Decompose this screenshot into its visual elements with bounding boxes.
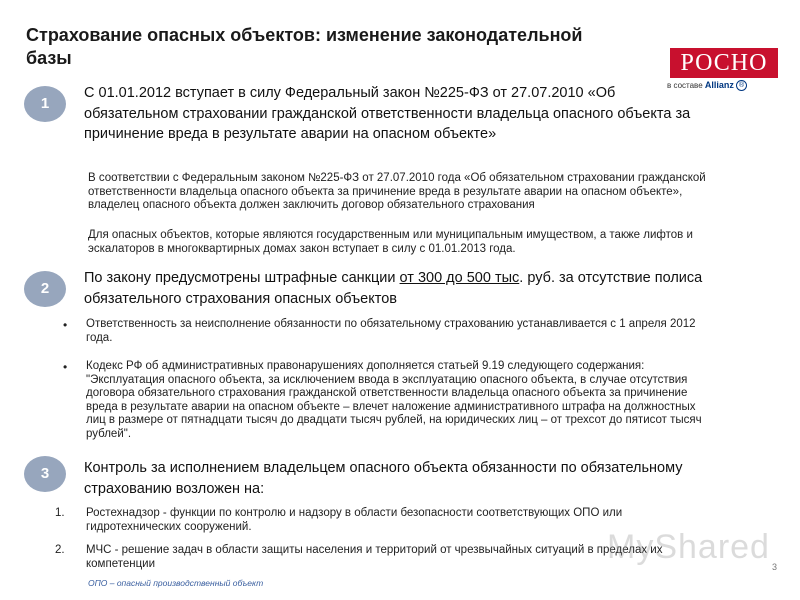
page-number: 3 xyxy=(772,562,778,572)
section-1-badge: 1 xyxy=(24,86,66,122)
fine-range: от 300 до 500 тыс xyxy=(399,270,520,286)
section-2-bullet-2: Кодекс РФ об административных правонарушениях дополняется статьей 9.19 следующего содержания: "Эксплуатация опасного объекта, за исключением ввода в эксплуатацию опасного объекта, в случае отсутствия договора обязательного страхования гражданской ответственности владельца опасного объекта за причинение вреда в результате аварии на опасном объекте – влечет наложение административного штрафа на должностных лиц в размере от пятнадцати тысяч до двадцати тысяч рублей, на юридических лиц – от трехсот до пятисот тысяч рублей". xyxy=(86,360,702,440)
list-item-rostekhnadzor: Ростехнадзор - функции по контролю и надзору в области безопасности соответствующих ОПО или гидротехнических сооружений. xyxy=(86,507,623,533)
rosno-logo: РОСНО xyxy=(670,48,778,78)
section-2-bullet-1: Ответственность за неисполнение обязанности по обязательному страхованию устанавливается с 1 апреля 2012 года. xyxy=(86,318,696,344)
footnote: ОПО – опасный производственный объект xyxy=(88,578,264,588)
section-2-badge: 2 xyxy=(24,271,66,307)
section-2-heading xyxy=(84,268,704,309)
list-item-mchs: МЧС - решение задач в области защиты населения и территорий от чрезвычайных ситуаций в пределах их компетенции xyxy=(86,544,663,570)
section-3-heading: Контроль за исполнением владельцем опасного объекта обязанности по обязательному страхованию возложен на: xyxy=(84,460,683,497)
watermark: MyShared xyxy=(607,528,770,566)
section-1-text: В соответствии с Федеральным законом №225-ФЗ от 27.07.2010 года «Об обязательном страховании гражданской ответственности владельца опасного объекта за причинение вреда в результате аварии на опасном объекте», владелец опасного объекта должен заключить договор обязательного страхования xyxy=(88,172,706,211)
bullet-dot: • xyxy=(63,318,68,332)
section-3-badge: 3 xyxy=(24,456,66,492)
logo-sub-prefix: в составе xyxy=(667,81,703,90)
section-1-note: Для опасных объектов, которые являются государственным или муниципальным имуществом, а также лифтов и эскалаторов в многоквартирных домах закон вступает в силу с 01.01.2013 года. xyxy=(88,229,693,255)
section-2-heading-pre: По закону предусмотрены штрафные санкции xyxy=(84,270,400,286)
logo-sub-brand: Allianz xyxy=(704,80,734,90)
page-title: Страхование опасных объектов: изменение законодательной базы xyxy=(26,25,583,68)
list-item-number: 1. xyxy=(55,507,65,519)
list-item-number: 2. xyxy=(55,544,65,556)
bullet-dot: • xyxy=(63,360,68,374)
allianz-icon: ® xyxy=(736,80,747,91)
section-1-heading: С 01.01.2012 вступает в силу Федеральный закон №225-ФЗ от 27.07.2010 «Об обязательном страховании гражданской ответственности владельца опасного объекта за причинение вреда в результате аварии на опасном объекте» xyxy=(84,85,691,142)
section-2-heading-post: . руб. за отсутствие полиса обязательного страхования опасных объектов xyxy=(84,270,703,307)
